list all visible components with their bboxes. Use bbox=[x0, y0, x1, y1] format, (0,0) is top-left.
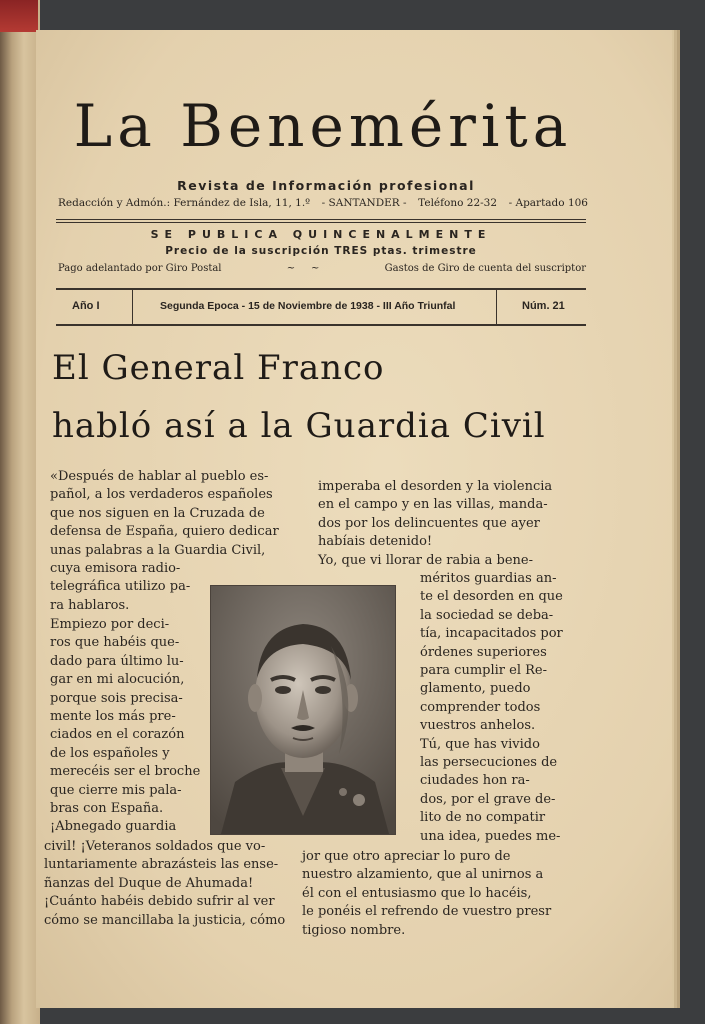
column-2-top bbox=[318, 478, 576, 570]
col1-top-line: cuya emisora radio- bbox=[50, 561, 181, 577]
col1-bottom-line: cómo se mancillaba la justicia, cómo bbox=[44, 912, 286, 928]
col1-narrow-line: de los españoles y bbox=[50, 745, 170, 761]
column-2-narrow bbox=[420, 570, 576, 846]
col2-bottom-line: él con el entusiasmo que lo hacéis, bbox=[302, 885, 532, 901]
publication-frequency: SE PUBLICA QUINCENALMENTE bbox=[150, 228, 492, 241]
column-1-narrow bbox=[50, 616, 201, 837]
col2-narrow-line: dos, por el grave de- bbox=[420, 791, 556, 807]
magazine-page bbox=[36, 30, 672, 1008]
payment-left: Pago adelantado por Giro Postal bbox=[58, 263, 222, 274]
col2-narrow-line: tía, incapacitados por bbox=[420, 626, 563, 642]
col2-narrow-line: las persecuciones de bbox=[420, 755, 558, 771]
col2-top-line: habíais detenido! bbox=[318, 534, 433, 550]
col2-narrow-line: glamento, puedo bbox=[420, 681, 531, 697]
col2-top-line: Yo, que vi llorar de rabia a bene- bbox=[318, 552, 533, 568]
rule-2 bbox=[56, 222, 586, 223]
col2-narrow-line: órdenes superiores bbox=[420, 644, 547, 660]
col2-bottom-line: nuestro alzamiento, que al unirnos a bbox=[302, 867, 544, 883]
col1-top-line: pañol, a los verdaderos españoles bbox=[50, 487, 273, 503]
address-phone: Teléfono 22-32 bbox=[418, 197, 498, 209]
address-line bbox=[58, 197, 588, 209]
col1-narrow-line: mente los más pre- bbox=[50, 709, 176, 725]
portrait-photo bbox=[210, 585, 396, 835]
col2-narrow-line: una idea, puedes me- bbox=[420, 828, 561, 844]
col2-bottom-line: tigioso nombre. bbox=[302, 922, 406, 938]
payment-separator: ~ ~ bbox=[286, 263, 320, 274]
col2-narrow-line: ciudades hon ra- bbox=[420, 773, 530, 789]
address-street: Redacción y Admón.: Fernández de Isla, 11, 1.º bbox=[58, 197, 311, 209]
col2-narrow-line: lito de no compatir bbox=[420, 810, 546, 826]
col1-top-line: ra hablaros. bbox=[50, 597, 130, 613]
book-binding-edge bbox=[0, 0, 40, 1024]
col1-narrow-line: ros que habéis que- bbox=[50, 635, 180, 651]
col2-bottom-line: jor que otro apreciar lo puro de bbox=[302, 849, 511, 864]
rule-1 bbox=[56, 219, 586, 220]
col1-narrow-line: Empiezo por deci- bbox=[50, 617, 170, 632]
portrait-illustration bbox=[211, 586, 395, 834]
col2-narrow-line: para cumplir el Re- bbox=[420, 663, 547, 679]
col1-narrow-line: dado para último lu- bbox=[50, 653, 184, 669]
issue-number: Núm. 21 bbox=[522, 300, 565, 312]
col2-narrow-line: méritos guardias an- bbox=[420, 571, 557, 586]
col2-top-line: dos por los delincuentes que ayer bbox=[318, 515, 540, 531]
col1-bottom-line: luntariamente abrazásteis las ense- bbox=[44, 857, 279, 873]
col2-narrow-line: vuestros anhelos. bbox=[420, 718, 536, 734]
col1-top-line: «Después de hablar al pueblo es- bbox=[50, 469, 269, 484]
masthead-subtitle: Revista de Información profesional bbox=[177, 178, 475, 193]
col1-narrow-line: porque sois precisa- bbox=[50, 690, 183, 706]
issue-year: Año I bbox=[72, 300, 100, 312]
col1-narrow-line: merecéis ser el broche bbox=[50, 764, 201, 780]
col1-top-line: defensa de España, quiero dedicar bbox=[50, 524, 279, 540]
col2-top-line: imperaba el desorden y la violencia bbox=[318, 479, 553, 494]
col2-narrow-line: la sociedad se deba- bbox=[420, 607, 554, 623]
col2-narrow-line: comprender todos bbox=[420, 699, 541, 715]
masthead-title: La Benemérita bbox=[73, 92, 573, 160]
col1-top-line: unas palabras a la Guardia Civil, bbox=[50, 542, 266, 558]
issue-divider-1 bbox=[132, 290, 133, 324]
col1-narrow-line: que cierre mis pala- bbox=[50, 782, 182, 798]
col1-narrow-line: ¡Abnegado guardia bbox=[50, 819, 177, 835]
headline-line-2: habló así a la Guardia Civil bbox=[52, 406, 546, 446]
col1-top-line: que nos siguen en la Cruzada de bbox=[50, 505, 265, 521]
col1-bottom-line: civil! ¡Veteranos soldados que vo- bbox=[44, 839, 266, 854]
col1-narrow-line: ciados en el corazón bbox=[50, 727, 185, 743]
issue-divider-2 bbox=[496, 290, 497, 324]
col1-narrow-line: bras con España. bbox=[50, 801, 164, 817]
col1-bottom-line: ñanzas del Duque de Ahumada! bbox=[44, 875, 254, 891]
payment-line bbox=[58, 263, 586, 274]
col1-bottom-line: ¡Cuánto habéis debido sufrir al ver bbox=[44, 894, 275, 910]
column-2-bottom bbox=[302, 848, 572, 940]
issue-bar bbox=[56, 288, 586, 326]
col2-top-line: en el campo y en las villas, manda- bbox=[318, 497, 548, 513]
address-city: - SANTANDER - bbox=[321, 197, 407, 209]
address-box: - Apartado 106 bbox=[508, 197, 588, 209]
col2-narrow-line: te el desorden en que bbox=[420, 589, 563, 605]
issue-date-line: Segunda Epoca - 15 de Noviembre de 1938 - III Año Triunfal bbox=[160, 300, 456, 312]
col2-narrow-line: Tú, que has vivido bbox=[420, 736, 540, 752]
col1-narrow-line: gar en mi alocución, bbox=[50, 672, 185, 688]
payment-right: Gastos de Giro de cuenta del suscriptor bbox=[384, 263, 586, 274]
subscription-price: Precio de la suscripción TRES ptas. trimestre bbox=[165, 245, 477, 257]
col2-bottom-line: le ponéis el refrendo de vuestro presr bbox=[302, 904, 552, 920]
headline-line-1: El General Franco bbox=[52, 348, 385, 388]
col1-top-line: telegráfica utilizo pa- bbox=[50, 579, 191, 595]
column-1-bottom bbox=[44, 838, 294, 930]
